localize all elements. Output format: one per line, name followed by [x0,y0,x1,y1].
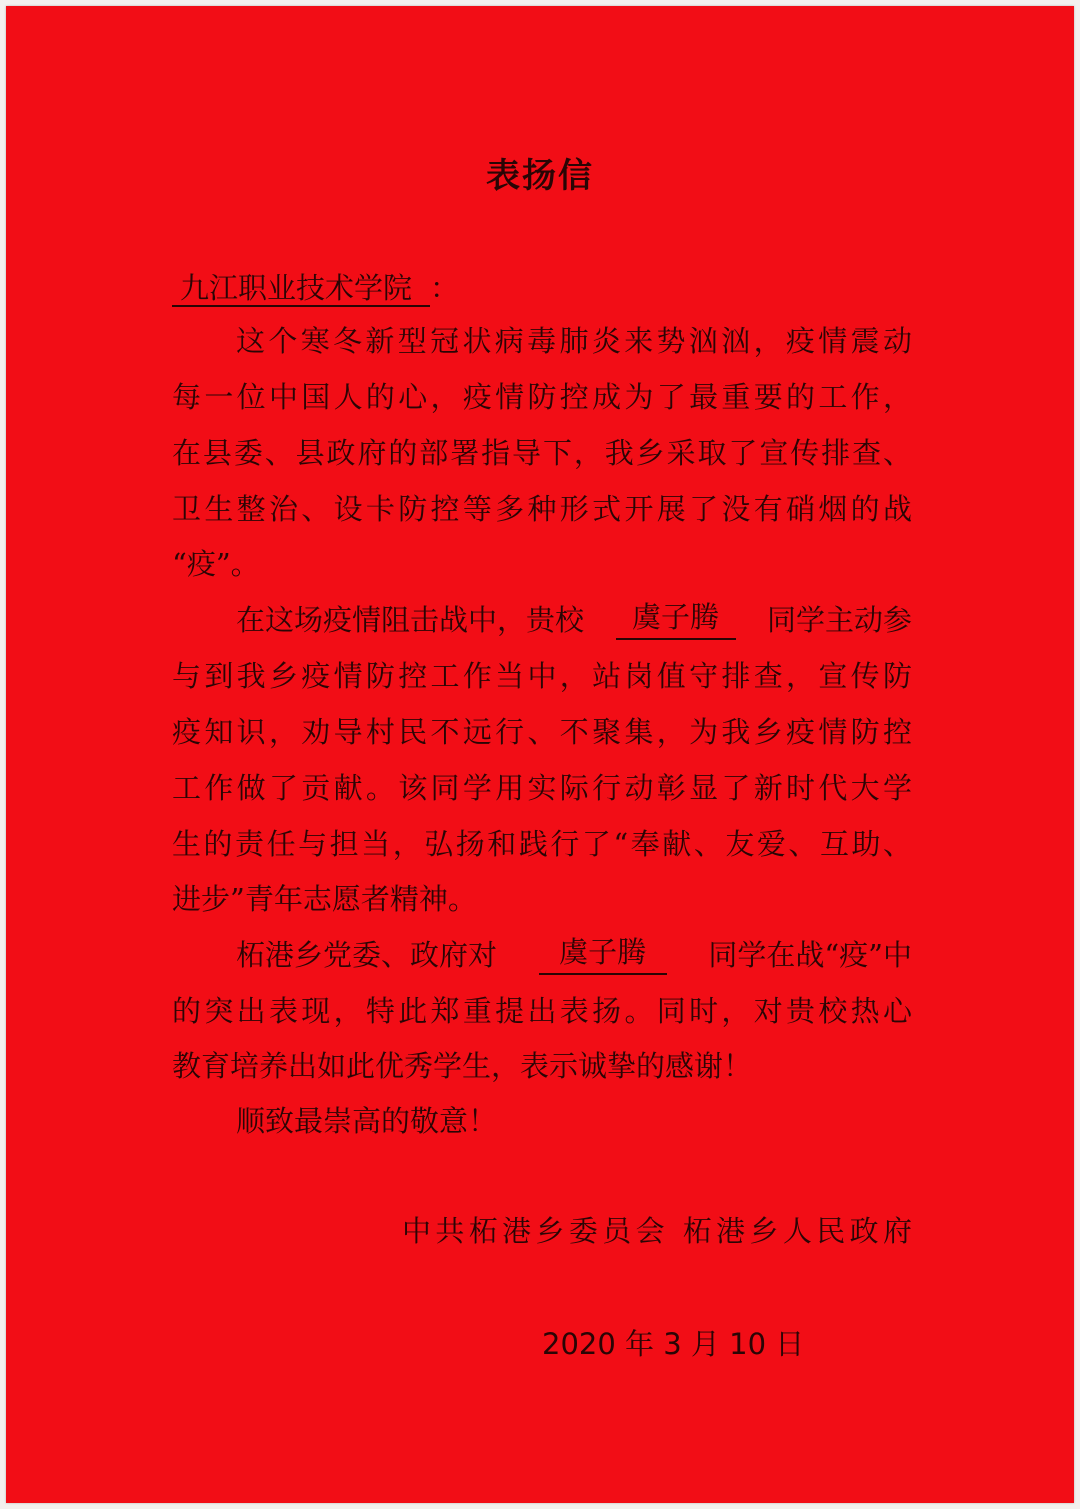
paragraph2-line4: 工作做了贡献。该同学用实际行动彰显了新时代大学 [172,771,912,805]
salutation-colon: ： [430,271,460,305]
paragraph3-line2: 的突出表现，特此郑重提出表扬。同时，对贵校热心 [172,994,912,1028]
paragraph2-line1-post: 同学主动参 [766,603,912,637]
salutation-line [172,268,912,308]
letter-date: 2020 年 3 月 10 日 [542,1327,805,1361]
signature-government: 柘港乡人民政府 [682,1214,912,1248]
letter-page [6,6,1074,1503]
student-name: 虞子腾 [539,935,667,975]
student-name: 虞子腾 [616,600,736,640]
signature-party-committee: 中共柘港乡委员会 [402,1214,670,1248]
paragraph1-line1: 这个寒冬新型冠状病毒肺炎来势汹汹，疫情震动 [236,324,912,358]
paragraph3-line3: 教育培养出如此优秀学生，表示诚挚的感谢！ [172,1049,753,1083]
paragraph2-line6: 进步”青年志愿者精神。 [172,882,477,916]
paragraph2-line1 [236,600,912,640]
addressee-name: 九江职业技术学院 [172,271,430,307]
paragraph1-line3: 在县委、县政府的部署指导下，我乡采取了宣传排查、 [172,436,912,470]
letter-title: 表扬信 [486,156,594,196]
paragraph3-line1-pre: 柘港乡党委、政府对 [236,938,498,972]
paragraph2-line2: 与到我乡疫情防控工作当中，站岗值守排查，宣传防 [172,659,912,693]
paragraph2-line1-pre: 在这场疫情阻击战中，贵校 [236,603,585,637]
signature-line [402,1211,912,1251]
paragraph2-line3: 疫知识，劝导村民不远行、不聚集，为我乡疫情防控 [172,715,912,749]
paragraph1-line2: 每一位中国人的心，疫情防控成为了最重要的工作， [172,380,912,414]
paragraph1-line4: 卫生整治、设卡防控等多种形式开展了没有硝烟的战 [172,492,912,526]
paragraph3-line1-post: 同学在战“疫”中 [708,938,912,972]
closing-line: 顺致最崇高的敬意！ [236,1104,498,1138]
paragraph3-line1 [236,935,912,975]
paragraph2-line5: 生的责任与担当，弘扬和践行了“奉献、友爱、互助、 [172,827,912,861]
paragraph1-line5: “疫”。 [172,547,260,581]
